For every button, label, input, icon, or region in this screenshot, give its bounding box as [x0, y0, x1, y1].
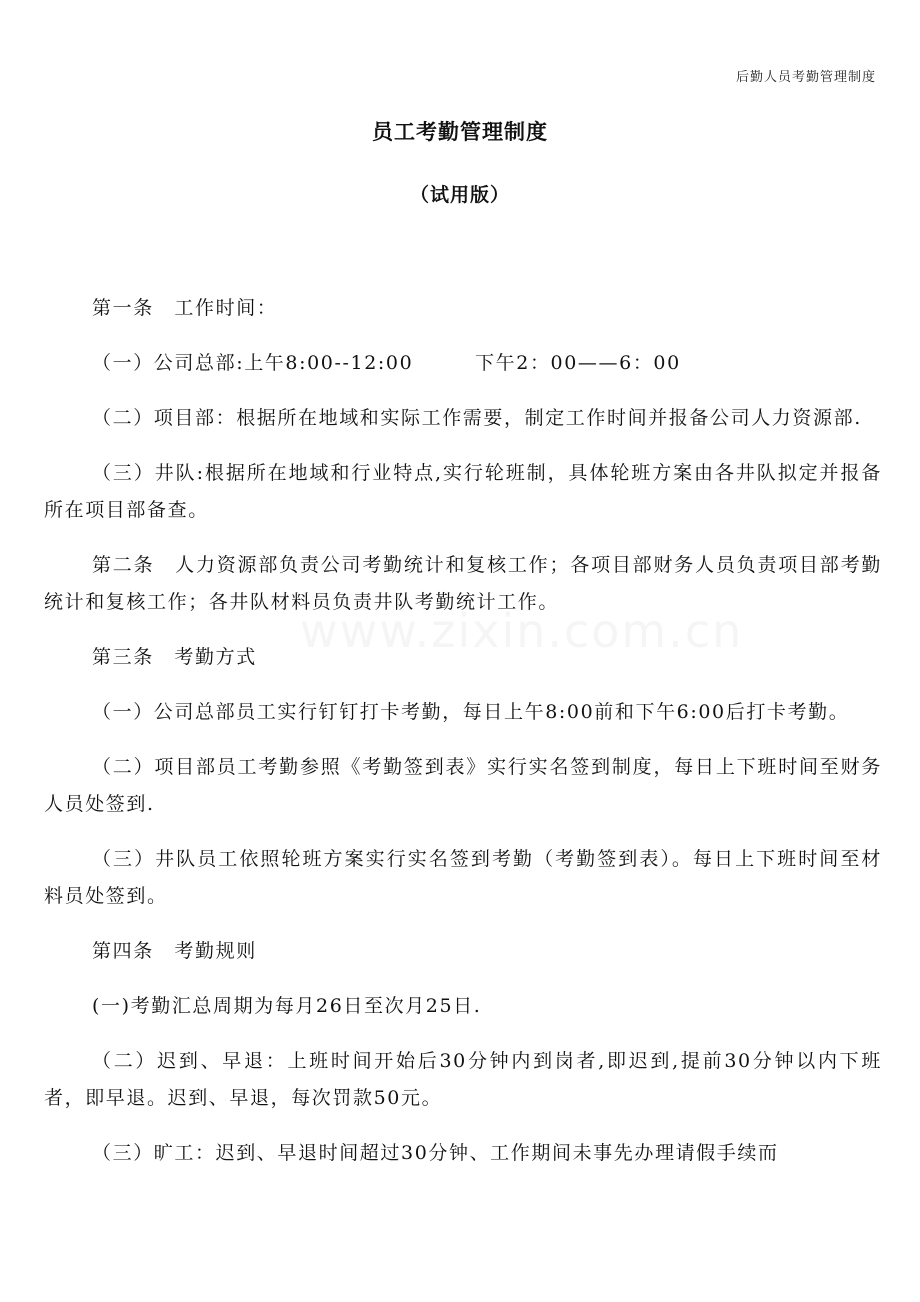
article-3-heading: 第三条 考勤方式: [92, 646, 257, 668]
article-4-item-3: （三）旷工：迟到、早退时间超过30分钟、工作期间未事先办理请假手续而: [92, 1142, 779, 1164]
article-3-item-1: （一）公司总部员工实行钉钉打卡考勤，每日上午8:00前和下午6:00后打卡考勤。: [92, 701, 850, 723]
article-4-item-1: (一)考勤汇总周期为每月26日至次月25日.: [92, 995, 482, 1017]
watermark: www.zixin.com.cn: [300, 604, 744, 658]
article-1-item-3: （三）井队:根据所在地域和行业特点,实行轮班制，具体轮班方案由各井队拟定并报备所在项目部备查。: [44, 462, 882, 521]
article-4-item-2: （二）迟到、早退：上班时间开始后30分钟内到岗者,即迟到,提前30分钟以内下班者，即早退。迟到、早退，每次罚款50元。: [44, 1050, 882, 1109]
article-3-item-2: （二）项目部员工考勤参照《考勤签到表》实行实名签到制度，每日上下班时间至财务人员处签到.: [44, 756, 882, 815]
article-1-item-1: （一）公司总部:上午8:00--12:00 下午2：00——6：00: [92, 352, 681, 374]
document-title: 员工考勤管理制度: [372, 119, 548, 144]
document-subtitle: （试用版）: [409, 184, 510, 206]
article-1-item-2: （二）项目部：根据所在地域和实际工作需要，制定工作时间并报备公司人力资源部.: [92, 407, 862, 429]
article-2: 第二条 人力资源部负责公司考勤统计和复核工作；各项目部财务人员负责项目部考勤统计和复核工作；各井队材料员负责井队考勤统计工作。: [44, 554, 882, 613]
article-1-heading: 第一条 工作时间：: [92, 297, 278, 319]
running-header: 后勤人员考勤管理制度: [735, 70, 876, 85]
document-body: [44, 290, 882, 1190]
article-4-heading: 第四条 考勤规则: [92, 940, 257, 962]
article-3-item-3: （三）井队员工依照轮班方案实行实名签到考勤（考勤签到表）。每日上下班时间至材料员处签到。: [44, 848, 882, 907]
